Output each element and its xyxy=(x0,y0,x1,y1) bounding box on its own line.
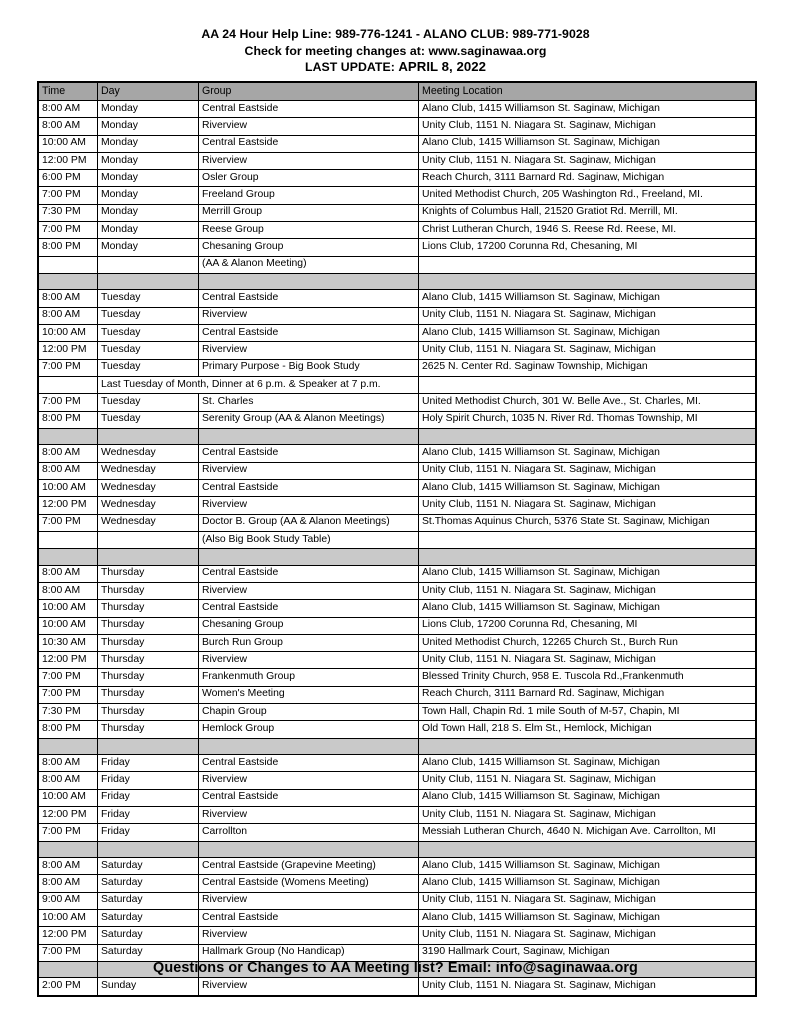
table-row xyxy=(39,565,756,582)
cell-day: Monday xyxy=(98,101,199,118)
cell-day: Thursday xyxy=(98,669,199,686)
cell-group: Central Eastside xyxy=(199,325,419,342)
cell-day: Tuesday xyxy=(98,359,199,376)
cell-location: Holy Spirit Church, 1035 N. River Rd. Thomas Township, MI xyxy=(419,411,756,428)
cell-time: 10:00 AM xyxy=(39,325,98,342)
cell-group: Riverview xyxy=(199,497,419,514)
table-row xyxy=(39,325,756,342)
cell-time: 12:00 PM xyxy=(39,927,98,944)
cell-location: Lions Club, 17200 Corunna Rd, Chesaning, MI xyxy=(419,617,756,634)
cell-group: Central Eastside xyxy=(199,789,419,806)
cell-location: United Methodist Church, 205 Washington Rd., Freeland, MI. xyxy=(419,187,756,204)
cell-group: Chesaning Group xyxy=(199,617,419,634)
cell-location: Unity Club, 1151 N. Niagara St. Saginaw, Michigan xyxy=(419,307,756,324)
cell-time: 8:00 AM xyxy=(39,755,98,772)
cell-location: 2625 N. Center Rd. Saginaw Township, Michigan xyxy=(419,359,756,376)
cell-location: Lions Club, 17200 Corunna Rd, Chesaning, MI xyxy=(419,239,756,256)
cell-time: 8:00 PM xyxy=(39,411,98,428)
spacer-cell xyxy=(98,841,199,858)
table-row xyxy=(39,892,756,909)
cell-location: Unity Club, 1151 N. Niagara St. Saginaw, Michigan xyxy=(419,497,756,514)
cell-group: Carrollton xyxy=(199,824,419,841)
table-spacer-row xyxy=(39,549,756,566)
cell-day: Sunday xyxy=(98,978,199,995)
cell-day: Thursday xyxy=(98,600,199,617)
table-row xyxy=(39,204,756,221)
table-spacer-row xyxy=(39,738,756,755)
cell-day: Saturday xyxy=(98,858,199,875)
table-row xyxy=(39,978,756,995)
cell-group: Riverview xyxy=(199,772,419,789)
cell-group: Riverview xyxy=(199,152,419,169)
cell-location: Christ Lutheran Church, 1946 S. Reese Rd. Reese, MI. xyxy=(419,222,756,239)
cell-time: 7:00 PM xyxy=(39,944,98,961)
cell-location: Messiah Lutheran Church, 4640 N. Michigan Ave. Carrollton, MI xyxy=(419,824,756,841)
cell-day: Monday xyxy=(98,118,199,135)
cell-day: Tuesday xyxy=(98,411,199,428)
cell-day: Friday xyxy=(98,806,199,823)
cell-group: Central Eastside xyxy=(199,101,419,118)
spacer-cell xyxy=(419,273,756,290)
table-row xyxy=(39,858,756,875)
cell-group: Riverview xyxy=(199,342,419,359)
cell-group: Central Eastside xyxy=(199,290,419,307)
cell-group: Central Eastside xyxy=(199,909,419,926)
cell-time: 8:00 AM xyxy=(39,582,98,599)
table-header-row xyxy=(39,83,756,101)
cell-day: Monday xyxy=(98,135,199,152)
cell-location: Blessed Trinity Church, 958 E. Tuscola Rd.,Frankenmuth xyxy=(419,669,756,686)
cell-location: Knights of Columbus Hall, 21520 Gratiot Rd. Merrill, MI. xyxy=(419,204,756,221)
table-row xyxy=(39,411,756,428)
cell-time: 10:00 AM xyxy=(39,600,98,617)
table-row xyxy=(39,152,756,169)
column-header-time: Time xyxy=(39,83,98,101)
footer-contact-text: Questions or Changes to AA Meeting list? Email: info@saginawaa.org xyxy=(153,960,638,976)
table-row xyxy=(39,875,756,892)
table-row xyxy=(39,824,756,841)
cell-day: Thursday xyxy=(98,721,199,738)
cell-location: Unity Club, 1151 N. Niagara St. Saginaw, Michigan xyxy=(419,152,756,169)
cell-day: Saturday xyxy=(98,909,199,926)
spacer-cell xyxy=(419,738,756,755)
cell-location: Unity Club, 1151 N. Niagara St. Saginaw, Michigan xyxy=(419,342,756,359)
cell-group: Central Eastside xyxy=(199,445,419,462)
cell-time: 7:00 PM xyxy=(39,669,98,686)
table-row xyxy=(39,359,756,376)
table-row xyxy=(39,135,756,152)
spacer-cell xyxy=(39,841,98,858)
cell-location: Alano Club, 1415 Williamson St. Saginaw, Michigan xyxy=(419,290,756,307)
cell-location: Unity Club, 1151 N. Niagara St. Saginaw, Michigan xyxy=(419,927,756,944)
cell-group: Hemlock Group xyxy=(199,721,419,738)
cell-location xyxy=(419,256,756,273)
cell-location: Alano Club, 1415 Williamson St. Saginaw, Michigan xyxy=(419,135,756,152)
column-header-group: Group xyxy=(199,83,419,101)
cell-day: Wednesday xyxy=(98,479,199,496)
spacer-cell xyxy=(98,273,199,290)
cell-group: Primary Purpose - Big Book Study xyxy=(199,359,419,376)
table-row xyxy=(39,101,756,118)
cell-time: 10:00 AM xyxy=(39,789,98,806)
table-row xyxy=(39,772,756,789)
cell-time: 10:00 AM xyxy=(39,135,98,152)
cell-time: 7:00 PM xyxy=(39,187,98,204)
cell-group: Central Eastside (Womens Meeting) xyxy=(199,875,419,892)
cell-time xyxy=(39,256,98,273)
cell-day: Monday xyxy=(98,152,199,169)
cell-location xyxy=(419,531,756,548)
cell-group: (Also Big Book Study Table) xyxy=(199,531,419,548)
cell-time: 10:00 AM xyxy=(39,909,98,926)
spacer-cell xyxy=(39,738,98,755)
spacer-cell xyxy=(39,549,98,566)
table-row xyxy=(39,479,756,496)
table-row xyxy=(39,927,756,944)
cell-time: 8:00 AM xyxy=(39,772,98,789)
table-row xyxy=(39,239,756,256)
spacer-cell xyxy=(199,841,419,858)
spacer-cell xyxy=(199,549,419,566)
table-row xyxy=(39,600,756,617)
cell-time: 7:00 PM xyxy=(39,686,98,703)
spacer-cell xyxy=(419,428,756,445)
cell-location: Alano Club, 1415 Williamson St. Saginaw, Michigan xyxy=(419,600,756,617)
cell-time: 7:00 PM xyxy=(39,359,98,376)
cell-day: Thursday xyxy=(98,617,199,634)
cell-day: Thursday xyxy=(98,565,199,582)
cell-day: Saturday xyxy=(98,927,199,944)
table-row xyxy=(39,944,756,961)
website-notice-text: Check for meeting changes at: www.saginawaa.org xyxy=(244,43,547,58)
cell-group: St. Charles xyxy=(199,394,419,411)
cell-day xyxy=(98,256,199,273)
cell-day: Wednesday xyxy=(98,445,199,462)
cell-group: Riverview xyxy=(199,462,419,479)
cell-location: Unity Club, 1151 N. Niagara St. Saginaw, Michigan xyxy=(419,652,756,669)
column-header-meeting-location: Meeting Location xyxy=(419,83,756,101)
cell-location: United Methodist Church, 301 W. Belle Ave., St. Charles, MI. xyxy=(419,394,756,411)
table-row xyxy=(39,704,756,721)
cell-time: 7:30 PM xyxy=(39,704,98,721)
cell-location: Unity Club, 1151 N. Niagara St. Saginaw, Michigan xyxy=(419,806,756,823)
cell-time: 10:00 AM xyxy=(39,479,98,496)
cell-day: Tuesday xyxy=(98,325,199,342)
cell-location: Alano Club, 1415 Williamson St. Saginaw, Michigan xyxy=(419,875,756,892)
cell-location: Alano Club, 1415 Williamson St. Saginaw, Michigan xyxy=(419,789,756,806)
cell-group: Women's Meeting xyxy=(199,686,419,703)
last-update-line xyxy=(0,59,791,76)
cell-time xyxy=(39,376,98,393)
cell-time: 8:00 AM xyxy=(39,858,98,875)
cell-day: Monday xyxy=(98,187,199,204)
cell-time: 7:00 PM xyxy=(39,222,98,239)
cell-group: Riverview xyxy=(199,652,419,669)
cell-day: Thursday xyxy=(98,634,199,651)
table-row xyxy=(39,170,756,187)
cell-time: 7:00 PM xyxy=(39,394,98,411)
spacer-cell xyxy=(419,549,756,566)
cell-time: 8:00 AM xyxy=(39,445,98,462)
cell-group: Riverview xyxy=(199,307,419,324)
cell-day: Friday xyxy=(98,755,199,772)
cell-day: Saturday xyxy=(98,944,199,961)
spacer-cell xyxy=(419,841,756,858)
cell-time: 8:00 AM xyxy=(39,101,98,118)
cell-day xyxy=(98,531,199,548)
spacer-cell xyxy=(39,428,98,445)
cell-day: Saturday xyxy=(98,892,199,909)
table-row xyxy=(39,909,756,926)
table-row xyxy=(39,497,756,514)
meeting-schedule-table-container xyxy=(38,82,755,996)
document-footer xyxy=(0,960,791,976)
last-update-date: APRIL 8, 2022 xyxy=(398,59,486,74)
cell-day: Thursday xyxy=(98,652,199,669)
cell-location: Unity Club, 1151 N. Niagara St. Saginaw, Michigan xyxy=(419,118,756,135)
cell-location: Reach Church, 3111 Barnard Rd. Saginaw, Michigan xyxy=(419,170,756,187)
cell-time xyxy=(39,531,98,548)
cell-day: Monday xyxy=(98,170,199,187)
cell-group: Central Eastside (Grapevine Meeting) xyxy=(199,858,419,875)
cell-location: Unity Club, 1151 N. Niagara St. Saginaw, Michigan xyxy=(419,978,756,995)
helpline-text: AA 24 Hour Help Line: 989-776-1241 - ALANO CLUB: 989-771-9028 xyxy=(201,27,590,41)
cell-time: 12:00 PM xyxy=(39,152,98,169)
table-row xyxy=(39,342,756,359)
table-row xyxy=(39,462,756,479)
cell-day: Tuesday xyxy=(98,307,199,324)
cell-time: 2:00 PM xyxy=(39,978,98,995)
table-row xyxy=(39,290,756,307)
cell-time: 12:00 PM xyxy=(39,497,98,514)
cell-group: Central Eastside xyxy=(199,135,419,152)
table-row xyxy=(39,445,756,462)
cell-day: Monday xyxy=(98,204,199,221)
table-row xyxy=(39,307,756,324)
cell-location: Alano Club, 1415 Williamson St. Saginaw, Michigan xyxy=(419,325,756,342)
last-update-label: LAST UPDATE: xyxy=(305,60,399,74)
cell-group: Osler Group xyxy=(199,170,419,187)
table-row xyxy=(39,755,756,772)
table-row xyxy=(39,789,756,806)
table-row xyxy=(39,652,756,669)
cell-group: Riverview xyxy=(199,582,419,599)
spacer-cell xyxy=(98,428,199,445)
cell-location xyxy=(419,376,756,393)
cell-day: Monday xyxy=(98,239,199,256)
cell-group: Chapin Group xyxy=(199,704,419,721)
cell-group: Doctor B. Group (AA & Alanon Meetings) xyxy=(199,514,419,531)
cell-day: Tuesday xyxy=(98,394,199,411)
spacer-cell xyxy=(199,428,419,445)
spacer-cell xyxy=(98,738,199,755)
cell-location: Old Town Hall, 218 S. Elm St., Hemlock, Michigan xyxy=(419,721,756,738)
table-spacer-row xyxy=(39,841,756,858)
cell-location: Unity Club, 1151 N. Niagara St. Saginaw, Michigan xyxy=(419,892,756,909)
cell-day: Friday xyxy=(98,772,199,789)
cell-group: Freeland Group xyxy=(199,187,419,204)
cell-time: 10:00 AM xyxy=(39,617,98,634)
cell-time: 8:00 AM xyxy=(39,118,98,135)
cell-location: Alano Club, 1415 Williamson St. Saginaw, Michigan xyxy=(419,755,756,772)
cell-group: Burch Run Group xyxy=(199,634,419,651)
table-row xyxy=(39,582,756,599)
spacer-cell xyxy=(39,273,98,290)
cell-time: 12:00 PM xyxy=(39,806,98,823)
table-row xyxy=(39,669,756,686)
cell-location: 3190 Hallmark Court, Saginaw, Michigan xyxy=(419,944,756,961)
cell-time: 6:00 PM xyxy=(39,170,98,187)
table-row xyxy=(39,256,756,273)
cell-time: 7:00 PM xyxy=(39,824,98,841)
cell-day: Wednesday xyxy=(98,462,199,479)
spacer-cell xyxy=(199,273,419,290)
cell-group: Riverview xyxy=(199,118,419,135)
cell-day: Thursday xyxy=(98,704,199,721)
cell-time: 10:30 AM xyxy=(39,634,98,651)
cell-day: Tuesday xyxy=(98,342,199,359)
cell-time: 8:00 AM xyxy=(39,875,98,892)
cell-day: Thursday xyxy=(98,686,199,703)
table-row xyxy=(39,118,756,135)
cell-day: Thursday xyxy=(98,582,199,599)
cell-group: (AA & Alanon Meeting) xyxy=(199,256,419,273)
cell-group: Riverview xyxy=(199,892,419,909)
cell-day: Wednesday xyxy=(98,514,199,531)
cell-time: 8:00 AM xyxy=(39,565,98,582)
table-row xyxy=(39,222,756,239)
cell-time: 12:00 PM xyxy=(39,652,98,669)
cell-location: Alano Club, 1415 Williamson St. Saginaw, Michigan xyxy=(419,858,756,875)
cell-location: Alano Club, 1415 Williamson St. Saginaw, Michigan xyxy=(419,479,756,496)
cell-time: 8:00 AM xyxy=(39,462,98,479)
cell-location: Unity Club, 1151 N. Niagara St. Saginaw, Michigan xyxy=(419,462,756,479)
cell-location: Unity Club, 1151 N. Niagara St. Saginaw, Michigan xyxy=(419,772,756,789)
cell-day: Friday xyxy=(98,824,199,841)
table-row xyxy=(39,514,756,531)
cell-day: Monday xyxy=(98,222,199,239)
table-spacer-row xyxy=(39,428,756,445)
cell-note: Last Tuesday of Month, Dinner at 6 p.m. & Speaker at 7 p.m. xyxy=(98,376,419,393)
table-row xyxy=(39,394,756,411)
cell-group: Central Eastside xyxy=(199,479,419,496)
cell-group: Merrill Group xyxy=(199,204,419,221)
cell-location: Alano Club, 1415 Williamson St. Saginaw, Michigan xyxy=(419,101,756,118)
cell-time: 12:00 PM xyxy=(39,342,98,359)
cell-location: United Methodist Church, 12265 Church St., Burch Run xyxy=(419,634,756,651)
cell-group: Riverview xyxy=(199,978,419,995)
table-row xyxy=(39,806,756,823)
cell-group: Central Eastside xyxy=(199,600,419,617)
cell-time: 8:00 PM xyxy=(39,721,98,738)
cell-day: Wednesday xyxy=(98,497,199,514)
cell-day: Saturday xyxy=(98,875,199,892)
cell-time: 7:00 PM xyxy=(39,514,98,531)
table-row xyxy=(39,617,756,634)
cell-location: Alano Club, 1415 Williamson St. Saginaw, Michigan xyxy=(419,445,756,462)
cell-time: 7:30 PM xyxy=(39,204,98,221)
table-row xyxy=(39,686,756,703)
cell-location: Alano Club, 1415 Williamson St. Saginaw, Michigan xyxy=(419,565,756,582)
cell-group: Frankenmuth Group xyxy=(199,669,419,686)
spacer-cell xyxy=(98,549,199,566)
cell-group: Chesaning Group xyxy=(199,239,419,256)
table-row xyxy=(39,531,756,548)
cell-group: Central Eastside xyxy=(199,565,419,582)
document-header xyxy=(0,0,791,76)
cell-time: 8:00 AM xyxy=(39,290,98,307)
table-spacer-row xyxy=(39,273,756,290)
cell-group: Reese Group xyxy=(199,222,419,239)
table-row xyxy=(39,721,756,738)
cell-location: Alano Club, 1415 Williamson St. Saginaw, Michigan xyxy=(419,909,756,926)
cell-group: Serenity Group (AA & Alanon Meetings) xyxy=(199,411,419,428)
cell-day: Tuesday xyxy=(98,290,199,307)
cell-day: Friday xyxy=(98,789,199,806)
cell-location: Town Hall, Chapin Rd. 1 mile South of M-57, Chapin, MI xyxy=(419,704,756,721)
column-header-day: Day xyxy=(98,83,199,101)
cell-location: Unity Club, 1151 N. Niagara St. Saginaw, Michigan xyxy=(419,582,756,599)
cell-location: St.Thomas Aquinus Church, 5376 State St. Saginaw, Michigan xyxy=(419,514,756,531)
table-row xyxy=(39,187,756,204)
cell-group: Hallmark Group (No Handicap) xyxy=(199,944,419,961)
cell-time: 8:00 PM xyxy=(39,239,98,256)
cell-time: 8:00 AM xyxy=(39,307,98,324)
meeting-schedule-table xyxy=(38,82,756,996)
spacer-cell xyxy=(199,738,419,755)
meeting-schedule-body xyxy=(39,83,756,996)
cell-group: Riverview xyxy=(199,806,419,823)
cell-group: Riverview xyxy=(199,927,419,944)
cell-group: Central Eastside xyxy=(199,755,419,772)
cell-location: Reach Church, 3111 Barnard Rd. Saginaw, Michigan xyxy=(419,686,756,703)
cell-time: 9:00 AM xyxy=(39,892,98,909)
table-row xyxy=(39,634,756,651)
table-note-row xyxy=(39,376,756,393)
